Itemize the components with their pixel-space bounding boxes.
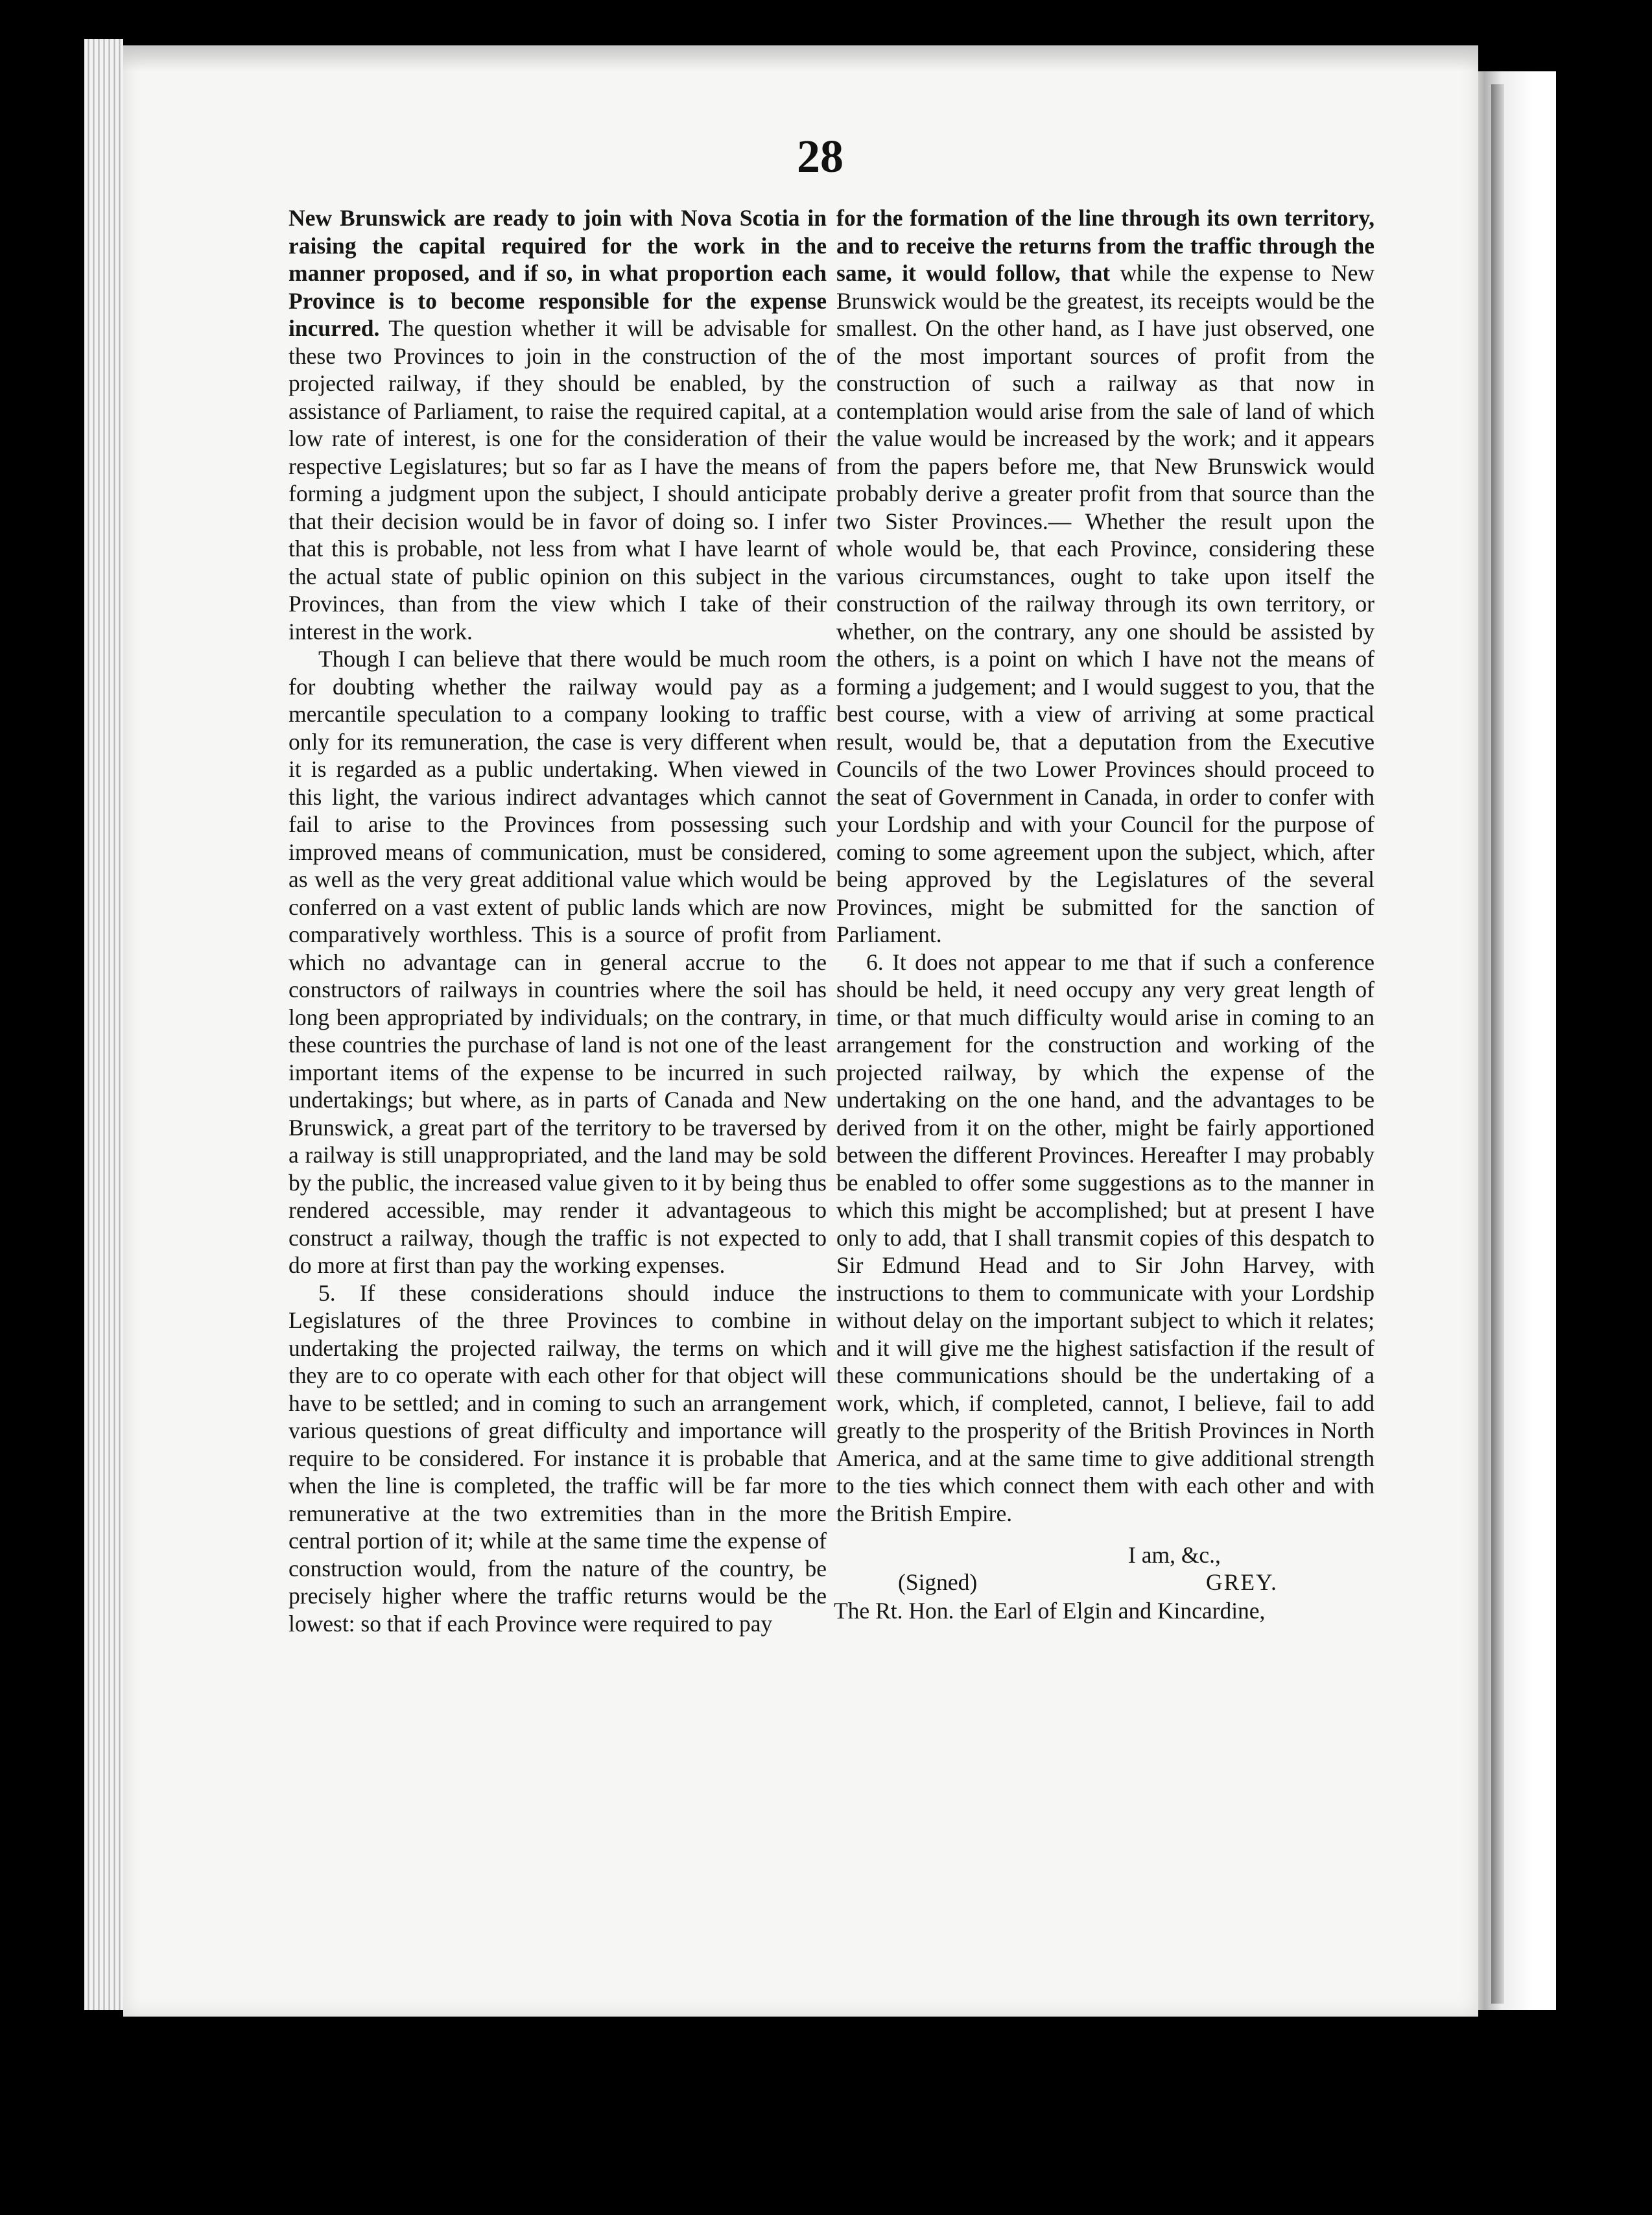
right-paragraph-1-rest: while the expense to New Brunswick would be the greatest, its receipts would be the smallest. On the other hand, as I have just observed, one of the most important sources of profit from the construction of such a railway as that now in contemplation would arise from the sale of land of which the value would be increased by the work; and it appears from the papers before me, that New Brunswick would probably derive a greater profit from that source than the two Sister Provinces.— Whether the result upon the whole would be, that each Province, considering these various circumstances, ought to take upon itself the construction of the railway through its own territory, or whether, on the contrary, any one should be assisted by the others, is a point on which I have not the means of forming a judgement; and I would suggest to you, that the best course, with a view of arriving at some practical result, would be, that a deputation from the Executive Councils of the two Lower Provinces should proceed to the seat of Government in Canada, in order to confer with your Lordship and with your Council for the purpose of coming to some agreement upon the subject, which, after being approved by the Legislatures of the several Provinces, might be submitted for the sanction of Parliament. [836,260,1375,947]
closing-salutation: I am, &c., [1128,1542,1221,1568]
closing-addressee: The Rt. Hon. the Earl of Elgin and Kincardine, [834,1598,1266,1624]
closing-signed: (Signed) [898,1569,978,1595]
left-paragraph-1-lead: New Brunswick are ready to join with Nova Scotia in raising the capital required for the work in the manner proposed, and if so, in what proportion each Province is to become responsible for the expense incurred. [289,205,827,341]
page-top-shadow [123,45,1478,71]
right-paragraph-1-lead: for the formation of the line through its own territory, and to receive the returns from the traffic through the same, it would follow, that [836,205,1375,286]
left-paragraph-2: Though I can believe that there would be much room for doubting whether the railway would pay as a mercantile speculation to a company looking to traffic only for its remuneration, the case is very different when it is regarded as a public undertaking. When viewed in this light, the various indirect advantages which cannot fail to arise to the Provinces from possessing such improved means of communication, must be considered, as well as the very great additional value which would be conferred on a vast extent of public lands which are now comparatively worthless. This is a source of profit from which no advantage can in general accrue to the constructors of railways in countries where the soil has long been appropriated by individuals; on the contrary, in these countries the purchase of land is not one of the least important items of the expense to be incurred in such undertakings; but where, as in parts of Canada and New Brunswick, a great part of the territory to be traversed by a railway is still unappropriated, and the land may be sold by the public, the increased value given to it by being thus rendered accessible, may render it advantageous to construct a railway, though the traffic is not expected to do more at first than pay the working expenses. [289,646,827,1278]
left-paragraph-3: 5. If these considerations should induce the Legislatures of the three Provinces to combine in undertaking the projected railway, the terms on which they are to co operate with each other for that object will have to be settled; and in coming to such an arrangement various questions of great difficulty and importance will require to be considered. For instance it is probable that when the line is completed, the traffic will be far more remunerative at the two extremities than in the more central portion of it; while at the same time the expense of construction would, from the nature of the country, be precisely higher where the traffic returns would be the lowest: so that if each Province were required to pay [289,1279,827,1637]
facing-page-edge [1478,71,1556,2010]
left-paragraph-1-rest: The question whether it will be advisable for these two Provinces to join in the construction of the projected railway, if they should be enabled, by the assistance of Parliament, to raise the required capital, at a low rate of interest, is one for the consideration of their respective Legislatures; but so far as I have the means of forming a judgment upon the subject, I should anticipate that their decision would be in favor of doing so. I infer that this is probable, not less from what I have learnt of the actual state of public opinion on this subject in the Provinces, than from the view which I take of their interest in the work. [289,315,827,645]
binding-gutter [1491,84,1504,2004]
left-paragraph-1 [289,204,827,645]
page-stack-edge [84,39,123,2010]
right-paragraph-1 [836,204,1375,949]
closing-signatory: GREY. [1206,1569,1278,1595]
page-number: 28 [797,130,844,182]
right-paragraph-2: 6. It does not appear to me that if such a conference should be held, it need occupy any very great length of time, or that much difficulty would arise in coming to an arrangement for the construction and working of the projected railway, by which the expense of the undertaking on the one hand, and the advantages to be derived from it on the other, might be fairly apportioned between the different Provinces. Hereafter I may probably be enabled to offer some suggestions as to the manner in which this might be accomplished; but at present I have only to add, that I shall transmit copies of this despatch to Sir Edmund Head and to Sir John Harvey, with instructions to them to communicate with your Lordship without delay on the important subject to which it relates; and it will give me the highest satisfaction if the result of these communications should be the undertaking of a work, which, if completed, cannot, I believe, fail to add greatly to the prosperity of the British Provinces in North America, and at the same time to give additional strength to the ties which connect them with each other and with the British Empire. [836,949,1375,1526]
left-column [289,204,827,1637]
right-column [836,204,1375,1527]
